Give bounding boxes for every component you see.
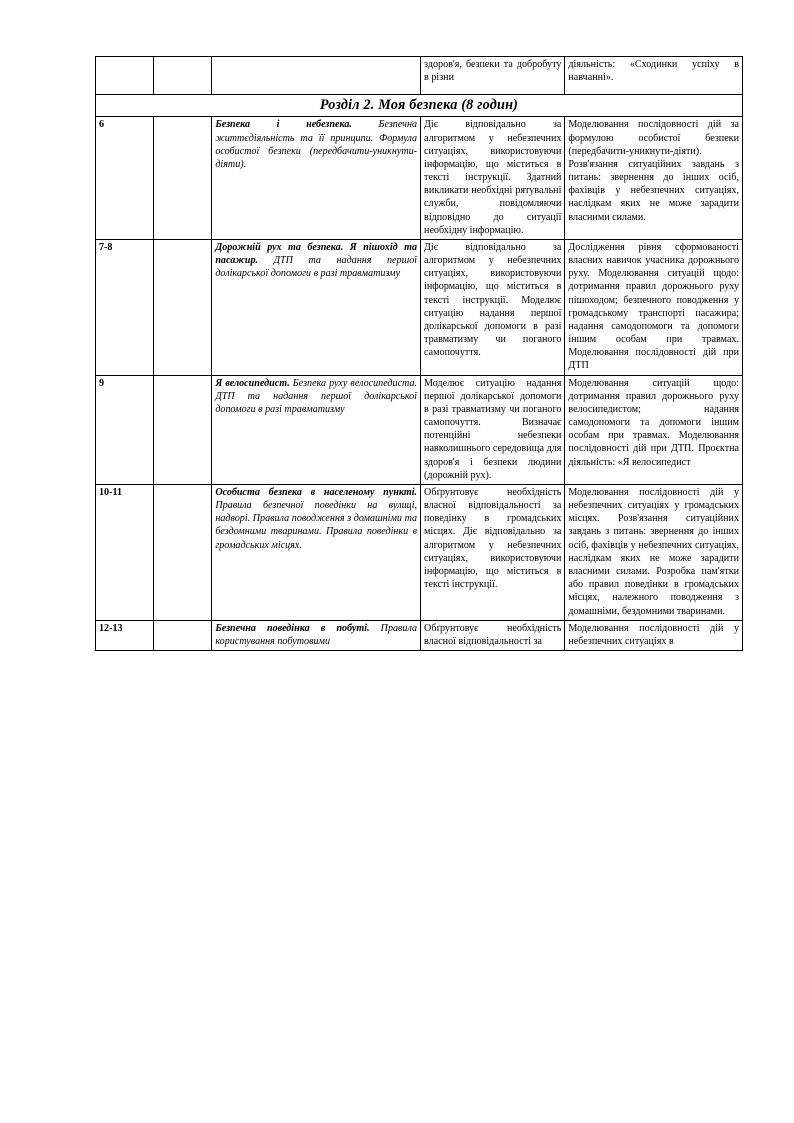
cell-topic <box>212 57 421 95</box>
section-heading-row <box>96 95 743 117</box>
cell-activities: Дослідження рівня сформованості власних навичок учасника дорожнього руху. Моделювання ситуацій щодо: дотримання правил дорожнього руху пішоходом; безпечного поводження у громадському транспорті пасажира; надання самодопомоги та допомоги іншим особам при травмах. Моделювання послідовності дій при ДТП <box>565 239 743 375</box>
topic-lead: Особиста безпека в населеному пункті. <box>215 486 418 498</box>
cell-activities: Моделювання ситуацій щодо: дотримання правил дорожнього руху велосипедистом; надання самодопомоги та допомоги іншим особам при травмах. Моделювання послідовності дій при ДТП. Проєктна діяльність: «Я велосипедист <box>565 375 743 484</box>
cell-date <box>154 484 212 620</box>
cell-topic <box>212 620 421 650</box>
topic-lead: Я велосипедист. <box>215 377 290 389</box>
cell-lesson-number <box>96 57 154 95</box>
table-body <box>96 57 743 651</box>
topic-lead: Безпека і небезпека. <box>215 119 352 131</box>
section-heading: Розділ 2. Моя безпека (8 годин) <box>96 95 743 117</box>
cell-outcomes: здоров'я, безпеки та добробуту в різни <box>421 57 565 95</box>
cell-lesson-number: 9 <box>96 375 154 484</box>
topic-rest: Правила безпечної поведінки на вулиці, надворі. Правила поводження з домашніми та бездомними тваринами. Правила поведінки в громадських місцях. <box>215 500 418 551</box>
cell-outcomes: Моделює ситуацію надання першої долікарської допомоги в разі травматизму чи поганого самопочуття. Визначає потенційні небезпеки навколишнього середовища для здоров'я і безпеки людини (дорожній рух). <box>421 375 565 484</box>
cell-lesson-number: 6 <box>96 117 154 240</box>
cell-activities: Моделювання послідовності дій у небезпечних ситуаціях у громадських місцях. Розв'язання ситуаційних завдань з питань: звернення до інших осіб, фахівців у небезпечних ситуаціях, наслідкам яких не може зарадити власними силами. Розробка пам'ятки або правил поведінки в громадських місцях, належного поводження з домашніми, бездомними тваринами. <box>565 484 743 620</box>
cell-lesson-number: 7-8 <box>96 239 154 375</box>
cell-topic <box>212 239 421 375</box>
cell-date <box>154 375 212 484</box>
cell-lesson-number: 10-11 <box>96 484 154 620</box>
topic-rest: Безпечна життєдіяльність та її принципи. Формула особистої безпеки (передбачити-уникнути-діяти). <box>215 119 418 170</box>
cell-topic <box>212 484 421 620</box>
topic-rest: Правила користування побутовими <box>215 622 418 647</box>
topic-lead: Дорожній рух та безпека. Я пішохід та пасажир. <box>215 241 418 267</box>
cell-activities: Моделювання послідовності дій у небезпечних ситуаціях в <box>565 620 743 650</box>
table-row <box>96 484 743 620</box>
table-row <box>96 239 743 375</box>
cell-activities: Моделювання послідовності дій за формулою особистої безпеки (передбачити-уникнути-діяти). Розв'язання ситуаційних завдань з питань: звернення до інших осіб, фахівців у небезпечних ситуаціях, наслідкам яких не може зарадити власними силами. <box>565 117 743 240</box>
cell-date <box>154 620 212 650</box>
cell-outcomes: Діє відповідально за алгоритмом у небезпечних ситуаціях, використовуючи інформацію, що міститься в тексті інструкції. Моделює ситуацію надання першої долікарської допомоги в разі травматизму чи поганого самопочуття. <box>421 239 565 375</box>
topic-rest: ДТП та надання першої долікарської допомоги в разі травматизму <box>215 255 418 280</box>
cell-lesson-number: 12-13 <box>96 620 154 650</box>
cell-outcomes: Діє відповідально за алгоритмом у небезпечних ситуаціях, використовуючи інформацію, що міститься в тексті інструкції. Здатний викликати необхідні рятувальні служби, повідомляючи відповідно до ситуації необхідну інформацію. <box>421 117 565 240</box>
cell-date <box>154 57 212 95</box>
table-row <box>96 620 743 650</box>
topic-rest: Безпека руху велосипедиста. ДТП та надання першої долікарської допомоги в разі травматизму <box>215 377 418 415</box>
cell-date <box>154 117 212 240</box>
cell-outcomes: Обґрунтовує необхідність власної відповідальності за <box>421 620 565 650</box>
cell-topic <box>212 117 421 240</box>
cell-topic <box>212 375 421 484</box>
topic-lead: Безпечна поведінка в побуті. <box>215 622 370 634</box>
table-row-carryover <box>96 57 743 95</box>
cell-date <box>154 239 212 375</box>
cell-outcomes: Обґрунтовує необхідність власної відповідальності за поведінку в громадських місцях. Діє відповідально за алгоритмом у небезпечних ситуаціях, використовуючи інформацію, що міститься в тексті інструкції. <box>421 484 565 620</box>
curriculum-table <box>95 56 743 651</box>
table-row <box>96 117 743 240</box>
table-row <box>96 375 743 484</box>
cell-activities: діяльність: «Сходинки успіху в навчанні». <box>565 57 743 95</box>
